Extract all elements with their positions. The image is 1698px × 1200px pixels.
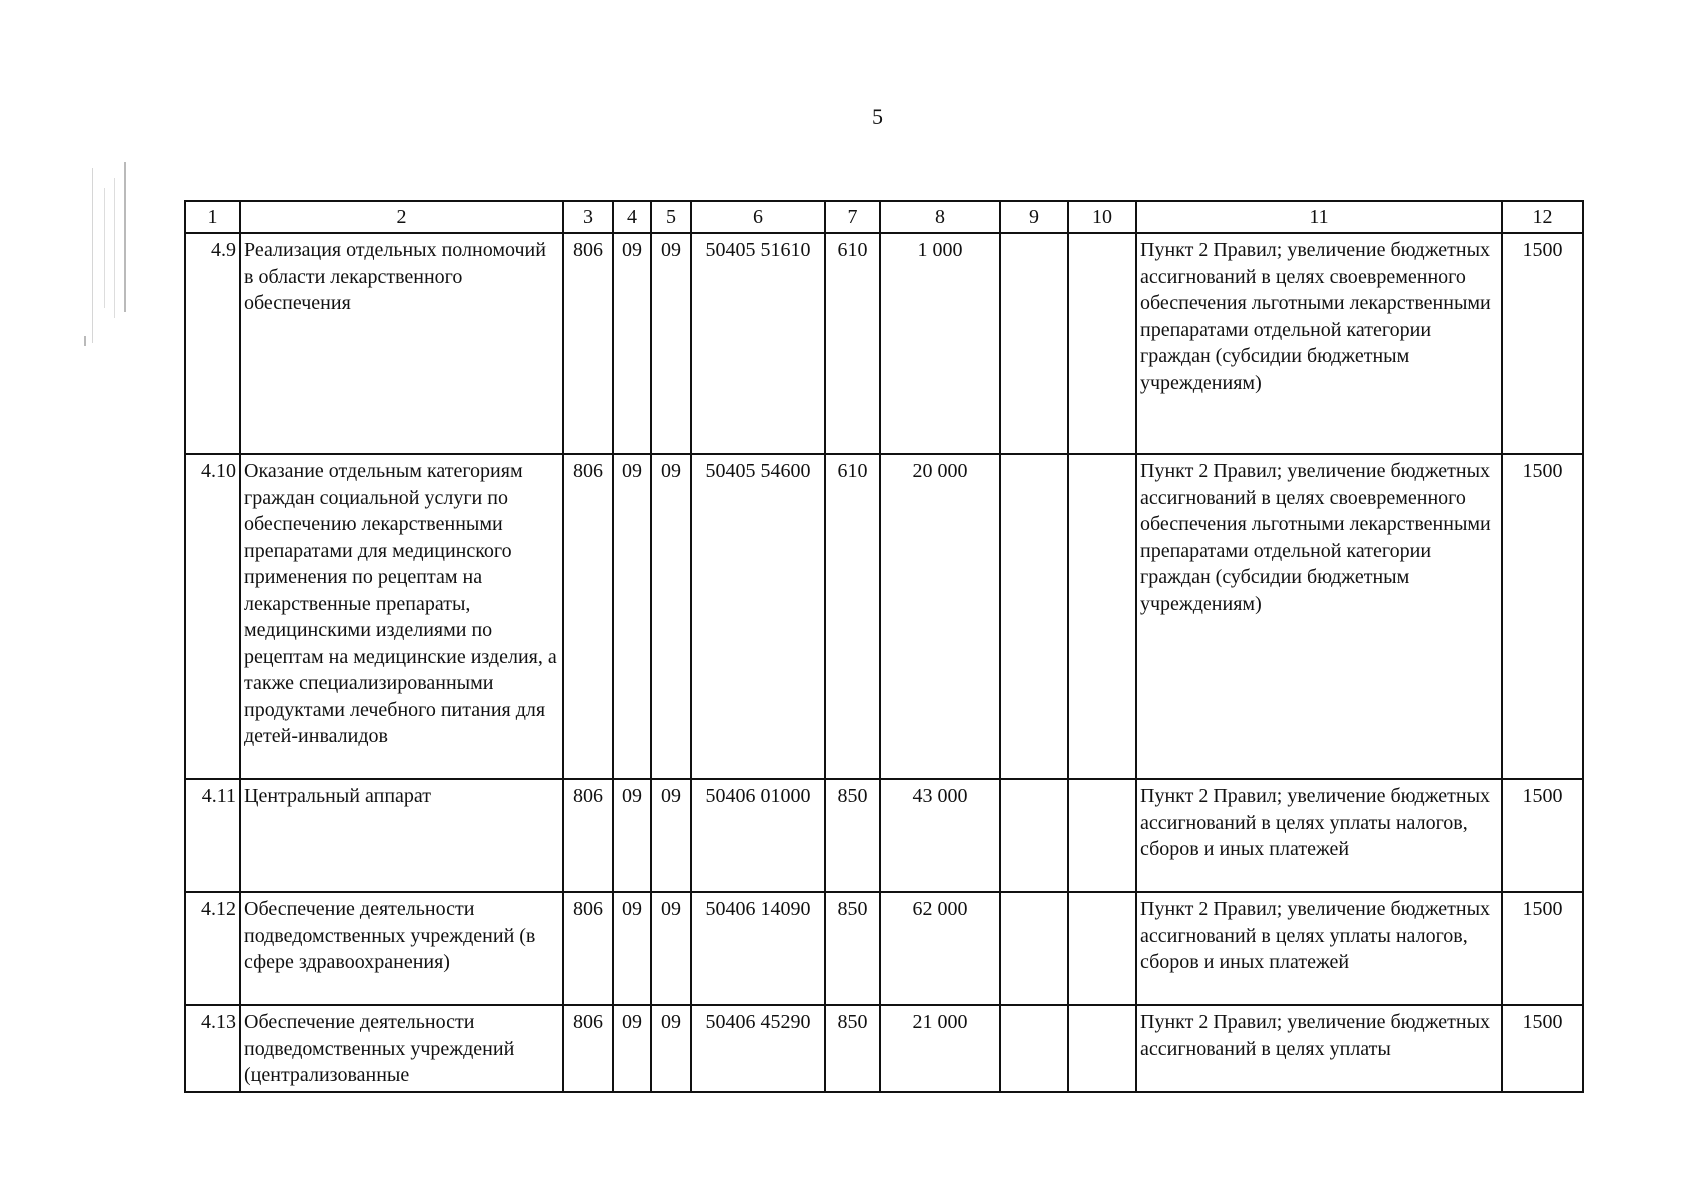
row-name: Реализация отдельных полномочий в области лекарственного обеспечения xyxy=(240,233,563,454)
header-cell: 2 xyxy=(240,201,563,233)
row-number: 4.11 xyxy=(185,779,240,892)
header-cell: 1 xyxy=(185,201,240,233)
cell-12: 1500 xyxy=(1502,1005,1583,1092)
cell-5: 09 xyxy=(651,779,691,892)
budget-table xyxy=(184,200,1584,1093)
cell-10 xyxy=(1068,454,1136,779)
header-cell: 11 xyxy=(1136,201,1502,233)
row-name: Центральный аппарат xyxy=(240,779,563,892)
cell-8: 1 000 xyxy=(880,233,1000,454)
cell-9 xyxy=(1000,454,1068,779)
cell-8: 21 000 xyxy=(880,1005,1000,1092)
cell-10 xyxy=(1068,233,1136,454)
cell-12: 1500 xyxy=(1502,454,1583,779)
row-name: Обеспечение деятельности подведомственных учреждений (централизованные xyxy=(240,1005,563,1092)
side-stamp xyxy=(84,148,130,348)
cell-10 xyxy=(1068,1005,1136,1092)
cell-11: Пункт 2 Правил; увеличение бюджетных ассигнований в целях уплаты налогов, сборов и иных платежей xyxy=(1136,779,1502,892)
cell-11: Пункт 2 Правил; увеличение бюджетных ассигнований в целях уплаты налогов, сборов и иных платежей xyxy=(1136,892,1502,1005)
cell-7: 850 xyxy=(825,892,880,1005)
cell-3: 806 xyxy=(563,892,613,1005)
cell-10 xyxy=(1068,892,1136,1005)
cell-6: 50406 14090 xyxy=(691,892,825,1005)
cell-7: 610 xyxy=(825,454,880,779)
cell-8: 62 000 xyxy=(880,892,1000,1005)
header-cell: 8 xyxy=(880,201,1000,233)
cell-12: 1500 xyxy=(1502,892,1583,1005)
cell-11: Пункт 2 Правил; увеличение бюджетных ассигнований в целях своевременного обеспечения льготными лекарственными препаратами отдельной категории граждан (субсидии бюджетным учреждениям) xyxy=(1136,233,1502,454)
header-cell: 5 xyxy=(651,201,691,233)
cell-6: 50406 45290 xyxy=(691,1005,825,1092)
row-number: 4.9 xyxy=(185,233,240,454)
cell-9 xyxy=(1000,1005,1068,1092)
cell-4: 09 xyxy=(613,779,651,892)
cell-8: 43 000 xyxy=(880,779,1000,892)
row-number: 4.13 xyxy=(185,1005,240,1092)
header-row xyxy=(185,201,1583,233)
header-cell: 4 xyxy=(613,201,651,233)
row-number: 4.10 xyxy=(185,454,240,779)
cell-4: 09 xyxy=(613,233,651,454)
cell-9 xyxy=(1000,233,1068,454)
cell-5: 09 xyxy=(651,1005,691,1092)
cell-9 xyxy=(1000,779,1068,892)
cell-11: Пункт 2 Правил; увеличение бюджетных ассигнований в целях уплаты xyxy=(1136,1005,1502,1092)
cell-6: 50406 01000 xyxy=(691,779,825,892)
cell-12: 1500 xyxy=(1502,233,1583,454)
cell-12: 1500 xyxy=(1502,779,1583,892)
page-number: 5 xyxy=(872,104,883,129)
header-cell: 3 xyxy=(563,201,613,233)
header-cell: 6 xyxy=(691,201,825,233)
row-number: 4.12 xyxy=(185,892,240,1005)
cell-3: 806 xyxy=(563,454,613,779)
cell-5: 09 xyxy=(651,454,691,779)
table-row xyxy=(185,779,1583,892)
table-row xyxy=(185,233,1583,454)
cell-6: 50405 54600 xyxy=(691,454,825,779)
cell-3: 806 xyxy=(563,779,613,892)
header-cell: 7 xyxy=(825,201,880,233)
cell-3: 806 xyxy=(563,1005,613,1092)
cell-7: 610 xyxy=(825,233,880,454)
row-name: Обеспечение деятельности подведомственных учреждений (в сфере здравоохранения) xyxy=(240,892,563,1005)
table-row xyxy=(185,1005,1583,1092)
cell-8: 20 000 xyxy=(880,454,1000,779)
row-name: Оказание отдельным категориям граждан социальной услуги по обеспечению лекарственными препаратами для медицинского применения по рецептам на лекарственные препараты, медицинскими изделиями по рецептам на медицинские изделия, а также специализированными продуктами лечебного питания для детей-инвалидов xyxy=(240,454,563,779)
cell-7: 850 xyxy=(825,779,880,892)
cell-4: 09 xyxy=(613,454,651,779)
table-row xyxy=(185,454,1583,779)
table-row xyxy=(185,892,1583,1005)
cell-9 xyxy=(1000,892,1068,1005)
cell-5: 09 xyxy=(651,233,691,454)
cell-7: 850 xyxy=(825,1005,880,1092)
header-cell: 10 xyxy=(1068,201,1136,233)
cell-4: 09 xyxy=(613,892,651,1005)
cell-4: 09 xyxy=(613,1005,651,1092)
header-cell: 9 xyxy=(1000,201,1068,233)
cell-5: 09 xyxy=(651,892,691,1005)
header-cell: 12 xyxy=(1502,201,1583,233)
cell-11: Пункт 2 Правил; увеличение бюджетных ассигнований в целях своевременного обеспечения льготными лекарственными препаратами отдельной категории граждан (субсидии бюджетным учреждениям) xyxy=(1136,454,1502,779)
cell-6: 50405 51610 xyxy=(691,233,825,454)
cell-3: 806 xyxy=(563,233,613,454)
cell-10 xyxy=(1068,779,1136,892)
